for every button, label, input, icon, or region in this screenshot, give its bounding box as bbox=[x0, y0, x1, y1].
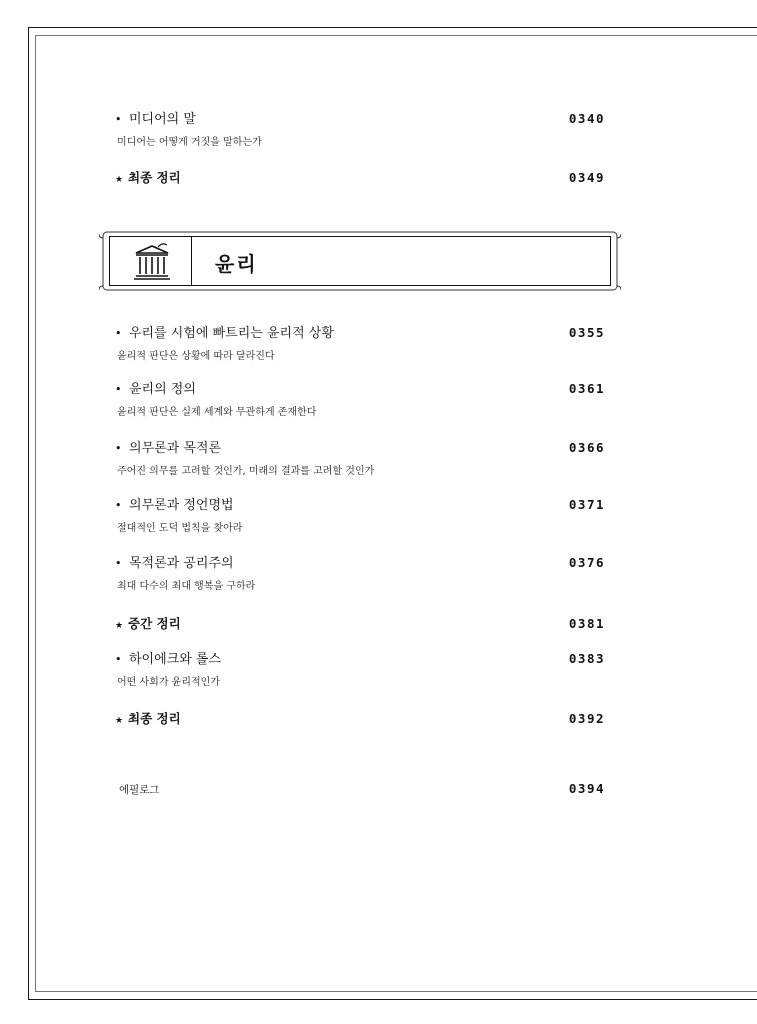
toc-entry[interactable] bbox=[115, 378, 605, 418]
star-icon: ★ bbox=[115, 716, 124, 726]
section-title: 윤리 bbox=[215, 252, 258, 276]
entry-subtitle: 절대적인 도덕 법칙을 찾아라 bbox=[117, 523, 243, 534]
entry-subtitle: 윤리적 판단은 상황에 따라 달라진다 bbox=[117, 351, 275, 362]
bullet-icon: • bbox=[115, 442, 122, 455]
entry-title-line bbox=[115, 552, 234, 571]
entry-title: 목적론과 공리주의 bbox=[129, 556, 234, 571]
entry-title-line bbox=[115, 437, 221, 456]
entry-page-number: 0361 bbox=[568, 381, 605, 396]
entry-title-line bbox=[115, 378, 196, 397]
toc-entry[interactable] bbox=[115, 648, 605, 688]
section-title-box bbox=[109, 236, 611, 286]
bullet-icon: • bbox=[115, 499, 122, 512]
entry-title-line bbox=[115, 614, 181, 632]
entry-title: 의무론과 정언명법 bbox=[129, 498, 234, 513]
toc-entry[interactable] bbox=[115, 108, 605, 148]
section-icon-cell bbox=[110, 237, 192, 285]
entry-title-line bbox=[115, 648, 221, 667]
entry-page-number: 0376 bbox=[568, 555, 605, 570]
entry-page-number: 0366 bbox=[568, 440, 605, 455]
entry-subtitle: 미디어는 어떻게 거짓을 말하는가 bbox=[117, 137, 262, 148]
entry-page-number: 0383 bbox=[568, 651, 605, 666]
entry-subtitle: 어떤 사회가 윤리적인가 bbox=[117, 677, 220, 688]
entry-title: 에필로그 bbox=[119, 784, 160, 796]
toc-summary-entry[interactable] bbox=[115, 709, 605, 727]
entry-page-number: 0381 bbox=[568, 616, 605, 631]
toc-entry[interactable] bbox=[115, 552, 605, 592]
entry-title-line bbox=[115, 108, 196, 127]
bullet-icon: • bbox=[115, 327, 122, 340]
toc-summary-entry[interactable] bbox=[115, 614, 605, 632]
toc-entry[interactable] bbox=[115, 494, 605, 534]
entry-subtitle: 윤리적 판단은 실제 세계와 무관하게 존재한다 bbox=[117, 407, 317, 418]
bullet-icon: • bbox=[115, 383, 122, 396]
entry-title-line bbox=[115, 322, 334, 341]
toc-summary-entry[interactable] bbox=[115, 168, 605, 186]
star-icon: ★ bbox=[115, 621, 124, 631]
entry-page-number: 0349 bbox=[568, 170, 605, 185]
toc-entry[interactable] bbox=[115, 437, 605, 477]
temple-icon bbox=[132, 241, 172, 281]
star-icon: ★ bbox=[115, 175, 124, 185]
entry-title-line bbox=[115, 168, 181, 186]
toc-entry[interactable] bbox=[115, 322, 605, 362]
entry-page-number: 0394 bbox=[568, 781, 605, 796]
entry-title: 최종 정리 bbox=[128, 711, 181, 726]
entry-title: 미디어의 말 bbox=[129, 112, 196, 127]
entry-title: 최종 정리 bbox=[128, 170, 181, 185]
entry-page-number: 0355 bbox=[568, 325, 605, 340]
bullet-icon: • bbox=[115, 113, 122, 126]
toc-epilogue-entry[interactable] bbox=[115, 781, 605, 797]
entry-title: 우리를 시험에 빠트리는 윤리적 상황 bbox=[129, 326, 334, 341]
entry-page-number: 0392 bbox=[568, 711, 605, 726]
entry-title: 하이에크와 롤스 bbox=[129, 652, 222, 667]
entry-title: 의무론과 목적론 bbox=[129, 441, 222, 456]
entry-title-line bbox=[115, 709, 181, 727]
entry-title: 중간 정리 bbox=[128, 616, 181, 631]
bullet-icon: • bbox=[115, 557, 122, 570]
entry-page-number: 0340 bbox=[568, 111, 605, 126]
section-banner bbox=[99, 230, 621, 294]
entry-title: 윤리의 정의 bbox=[129, 382, 196, 397]
entry-page-number: 0371 bbox=[568, 497, 605, 512]
entry-subtitle: 최대 다수의 최대 행복을 구하라 bbox=[117, 581, 256, 592]
entry-subtitle: 주어진 의무를 고려할 것인가, 미래의 결과를 고려할 것인가 bbox=[117, 466, 375, 477]
bullet-icon: • bbox=[115, 653, 122, 666]
entry-title-line bbox=[115, 494, 234, 513]
